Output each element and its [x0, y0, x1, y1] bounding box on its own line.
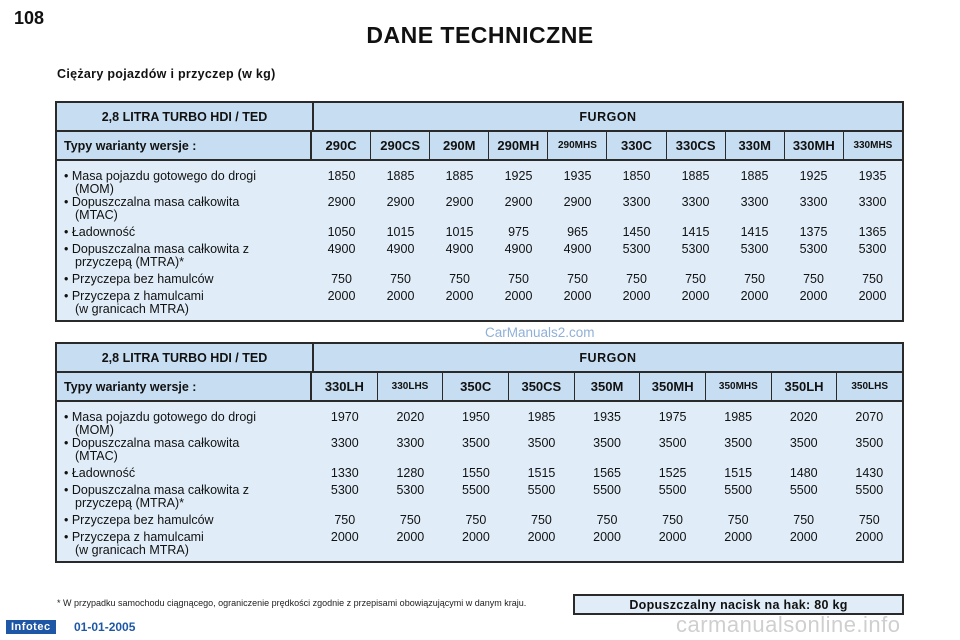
- variant-code: 350CS: [509, 373, 575, 400]
- watermark-text: CarManuals2.com: [485, 325, 595, 340]
- row-label-line: (MTAC): [75, 449, 118, 463]
- cell-value: 3300: [330, 436, 359, 450]
- variant-code: 350LH: [772, 373, 838, 400]
- variant-code: 350C: [443, 373, 509, 400]
- row-label-line: (w granicach MTRA): [75, 302, 189, 316]
- table-row: [57, 411, 902, 437]
- cell-value: 1985: [527, 410, 556, 424]
- cell-value: 5300: [681, 242, 710, 256]
- variant-code: 330LH: [312, 373, 378, 400]
- cell-value: 1330: [330, 466, 359, 480]
- variant-code: 290MH: [489, 132, 548, 159]
- cell-value: 750: [399, 513, 421, 527]
- row-label: [57, 437, 312, 463]
- cell-value: 1950: [462, 410, 490, 424]
- cell-value: 5300: [740, 242, 769, 256]
- row-label: [57, 273, 312, 290]
- cell-value: 2000: [858, 289, 887, 303]
- cell-value: 2900: [386, 195, 415, 209]
- cell-value: 2900: [445, 195, 474, 209]
- cell-value: 1515: [527, 466, 556, 480]
- row-label: [57, 531, 312, 557]
- row-label-line: • Przyczepa z hamulcami: [64, 530, 204, 544]
- row-label-line: • Masa pojazdu gotowego do drogi: [64, 169, 257, 183]
- cell-value: 750: [685, 272, 706, 286]
- cell-value: 750: [465, 513, 487, 527]
- cell-value: 2020: [396, 410, 425, 424]
- brand-logo: Infotec: [6, 620, 56, 634]
- row-label-line: przyczepą (MTRA)*: [75, 496, 185, 510]
- cell-value: 3300: [858, 195, 887, 209]
- cell-value: 750: [449, 272, 470, 286]
- site-watermark: carmanualsonline.info: [676, 612, 901, 637]
- body-type-label: FURGON: [579, 350, 637, 365]
- cell-value: 1450: [622, 225, 651, 239]
- cell-value: 1480: [789, 466, 818, 480]
- cell-value: 1565: [593, 466, 621, 480]
- row-label: [57, 514, 312, 531]
- cell-value: 2000: [789, 530, 818, 544]
- cell-value: 5300: [858, 242, 887, 256]
- cell-value: 2000: [386, 289, 415, 303]
- cell-value: 2900: [563, 195, 592, 209]
- table-row: [57, 514, 902, 531]
- variant-code: 330MHS: [853, 140, 893, 151]
- cell-value: 3500: [658, 436, 687, 450]
- table-row: [57, 226, 902, 243]
- tow-hook-load-text: Dopuszczalny nacisk na hak: 80 kg: [629, 597, 848, 612]
- variant-code: 350MHS: [706, 373, 772, 400]
- table-row: [57, 196, 902, 222]
- cell-value: 750: [862, 272, 883, 286]
- cell-value: 750: [803, 272, 824, 286]
- cell-value: 4900: [563, 242, 592, 256]
- section-subtitle: Ciężary pojazdów i przyczep (w kg): [57, 67, 276, 81]
- page-number: 108: [14, 8, 45, 28]
- cell-value: 3500: [789, 436, 818, 450]
- cell-value: 750: [626, 272, 647, 286]
- cell-value: 5300: [622, 242, 651, 256]
- cell-value: 1935: [593, 410, 621, 424]
- row-label-line: przyczepą (MTRA)*: [75, 255, 185, 269]
- cell-value: 2000: [681, 289, 710, 303]
- cell-value: 1975: [658, 410, 687, 424]
- variant-code: 290M: [430, 132, 489, 159]
- cell-value: 750: [567, 272, 588, 286]
- cell-value: 2000: [563, 289, 592, 303]
- row-label-line: (w granicach MTRA): [75, 543, 189, 557]
- row-label-line: • Przyczepa bez hamulców: [64, 272, 214, 286]
- page-title: DANE TECHNICZNE: [366, 22, 594, 48]
- engine-label: 2,8 LITRA TURBO HDI / TED: [57, 103, 314, 130]
- cell-value: 2000: [527, 530, 556, 544]
- cell-value: 750: [662, 513, 684, 527]
- cell-value: 5500: [527, 483, 556, 497]
- row-label-line: (MOM): [75, 182, 114, 196]
- cell-value: 1375: [799, 225, 828, 239]
- row-label-line: • Dopuszczalna masa całkowita: [64, 195, 240, 209]
- cell-value: 5500: [593, 483, 621, 497]
- cell-value: 1415: [740, 225, 769, 239]
- cell-value: 2070: [855, 410, 884, 424]
- cell-value: 4900: [327, 242, 356, 256]
- cell-value: 750: [727, 513, 749, 527]
- variant-code: 350MH: [640, 373, 706, 400]
- row-label: [57, 290, 312, 316]
- cell-value: 750: [531, 513, 552, 527]
- variant-code: 290C: [312, 132, 371, 159]
- cell-value: 750: [331, 272, 352, 286]
- row-label-line: • Dopuszczalna masa całkowita z: [64, 242, 250, 256]
- table-header-row: [57, 344, 902, 373]
- table-body: [57, 161, 902, 316]
- cell-value: 1850: [327, 169, 356, 183]
- row-label: [57, 484, 312, 510]
- variant-code: 290CS: [371, 132, 430, 159]
- engine-label: 2,8 LITRA TURBO HDI / TED: [57, 344, 314, 371]
- cell-value: 1970: [330, 410, 359, 424]
- cell-value: 3500: [724, 436, 753, 450]
- cell-value: 5500: [658, 483, 687, 497]
- cell-value: 1925: [799, 169, 828, 183]
- cell-value: 1280: [396, 466, 425, 480]
- cell-value: 2000: [658, 530, 687, 544]
- variants-row: [57, 373, 902, 402]
- table-header-row: [57, 103, 902, 132]
- row-label-line: (MTAC): [75, 208, 118, 222]
- variant-code: 330MH: [785, 132, 844, 159]
- cell-value: 4900: [386, 242, 415, 256]
- cell-value: 5300: [396, 483, 425, 497]
- variant-code: 330LHS: [378, 373, 444, 400]
- cell-value: 3500: [593, 436, 621, 450]
- cell-value: 1365: [858, 225, 887, 239]
- cell-value: 2900: [504, 195, 533, 209]
- row-label: [57, 226, 312, 243]
- footnote: * W przypadku samochodu ciągnącego, ograniczenie prędkości zgodnie z przepisami obowiązującymi w danym kraju.: [57, 598, 527, 608]
- cell-value: 3300: [681, 195, 710, 209]
- cell-value: 1430: [855, 466, 884, 480]
- cell-value: 3500: [855, 436, 884, 450]
- cell-value: 2000: [593, 530, 621, 544]
- body-type-label: FURGON: [579, 109, 637, 124]
- cell-value: 1885: [386, 169, 415, 183]
- cell-value: 3300: [396, 436, 425, 450]
- table-row: [57, 273, 902, 290]
- spec-table-1: [55, 101, 904, 322]
- cell-value: 2000: [724, 530, 753, 544]
- cell-value: 2000: [462, 530, 490, 544]
- cell-value: 750: [858, 513, 880, 527]
- cell-value: 750: [334, 513, 356, 527]
- cell-value: 1515: [724, 466, 753, 480]
- table-row: [57, 243, 902, 269]
- table-row: [57, 484, 902, 510]
- table-row: [57, 170, 902, 196]
- cell-value: 3300: [740, 195, 769, 209]
- table-body: [57, 402, 902, 557]
- cell-value: 1935: [563, 169, 592, 183]
- row-label: [57, 196, 312, 222]
- cell-value: 2000: [327, 289, 356, 303]
- cell-value: 4900: [445, 242, 474, 256]
- row-label-line: • Dopuszczalna masa całkowita: [64, 436, 240, 450]
- variant-code: 330C: [607, 132, 666, 159]
- table-row: [57, 437, 902, 463]
- row-label-line: • Dopuszczalna masa całkowita z: [64, 483, 250, 497]
- cell-value: 975: [508, 225, 529, 239]
- edition-date: 01-01-2005: [74, 620, 136, 634]
- cell-value: 5500: [462, 483, 490, 497]
- row-label-line: • Ładowność: [64, 466, 136, 480]
- variants-label: Typy warianty wersje :: [57, 132, 312, 159]
- cell-value: 750: [793, 513, 815, 527]
- cell-value: 5500: [789, 483, 818, 497]
- cell-value: 1015: [386, 225, 415, 239]
- cell-value: 2000: [622, 289, 651, 303]
- cell-value: 2000: [445, 289, 474, 303]
- row-label-line: • Przyczepa z hamulcami: [64, 289, 204, 303]
- cell-value: 1525: [658, 466, 687, 480]
- cell-value: 1925: [504, 169, 533, 183]
- variant-code: 330M: [726, 132, 785, 159]
- row-label-line: (MOM): [75, 423, 114, 437]
- table-row: [57, 531, 902, 557]
- cell-value: 1935: [858, 169, 887, 183]
- cell-value: 1885: [445, 169, 474, 183]
- cell-value: 3500: [462, 436, 490, 450]
- row-label-line: • Masa pojazdu gotowego do drogi: [64, 410, 257, 424]
- cell-value: 965: [567, 225, 588, 239]
- variant-code: 290MHS: [548, 132, 607, 159]
- cell-value: 3500: [527, 436, 556, 450]
- cell-value: 4900: [504, 242, 533, 256]
- cell-value: 1415: [681, 225, 710, 239]
- row-label-line: • Przyczepa bez hamulców: [64, 513, 214, 527]
- cell-value: 5300: [330, 483, 359, 497]
- cell-value: 2000: [330, 530, 359, 544]
- row-label: [57, 467, 312, 484]
- cell-value: 2000: [740, 289, 769, 303]
- cell-value: 5300: [799, 242, 828, 256]
- cell-value: 5500: [855, 483, 884, 497]
- cell-value: 1015: [445, 225, 474, 239]
- cell-value: 1850: [622, 169, 651, 183]
- cell-value: 1885: [681, 169, 710, 183]
- row-label: [57, 243, 312, 269]
- cell-value: 750: [508, 272, 529, 286]
- cell-value: 750: [744, 272, 765, 286]
- cell-value: 2000: [396, 530, 425, 544]
- cell-value: 2000: [855, 530, 884, 544]
- cell-value: 750: [596, 513, 618, 527]
- variant-code: 350M: [575, 373, 641, 400]
- variants-label: Typy warianty wersje :: [57, 373, 312, 400]
- cell-value: 2000: [799, 289, 828, 303]
- row-label: [57, 411, 312, 437]
- variants-row: [57, 132, 902, 161]
- cell-value: 750: [390, 272, 411, 286]
- cell-value: 2020: [789, 410, 818, 424]
- table-row: [57, 290, 902, 316]
- cell-value: 5500: [724, 483, 753, 497]
- cell-value: 2000: [504, 289, 533, 303]
- variant-code: 330CS: [667, 132, 726, 159]
- table-row: [57, 467, 902, 484]
- cell-value: 3300: [799, 195, 828, 209]
- cell-value: 1985: [724, 410, 753, 424]
- cell-value: 1885: [740, 169, 769, 183]
- row-label-line: • Ładowność: [64, 225, 136, 239]
- variant-code: 350LHS: [851, 381, 889, 392]
- cell-value: 1550: [462, 466, 490, 480]
- cell-value: 2900: [327, 195, 356, 209]
- cell-value: 3300: [622, 195, 651, 209]
- spec-table-2: [55, 342, 904, 563]
- cell-value: 1050: [327, 225, 356, 239]
- row-label: [57, 170, 312, 196]
